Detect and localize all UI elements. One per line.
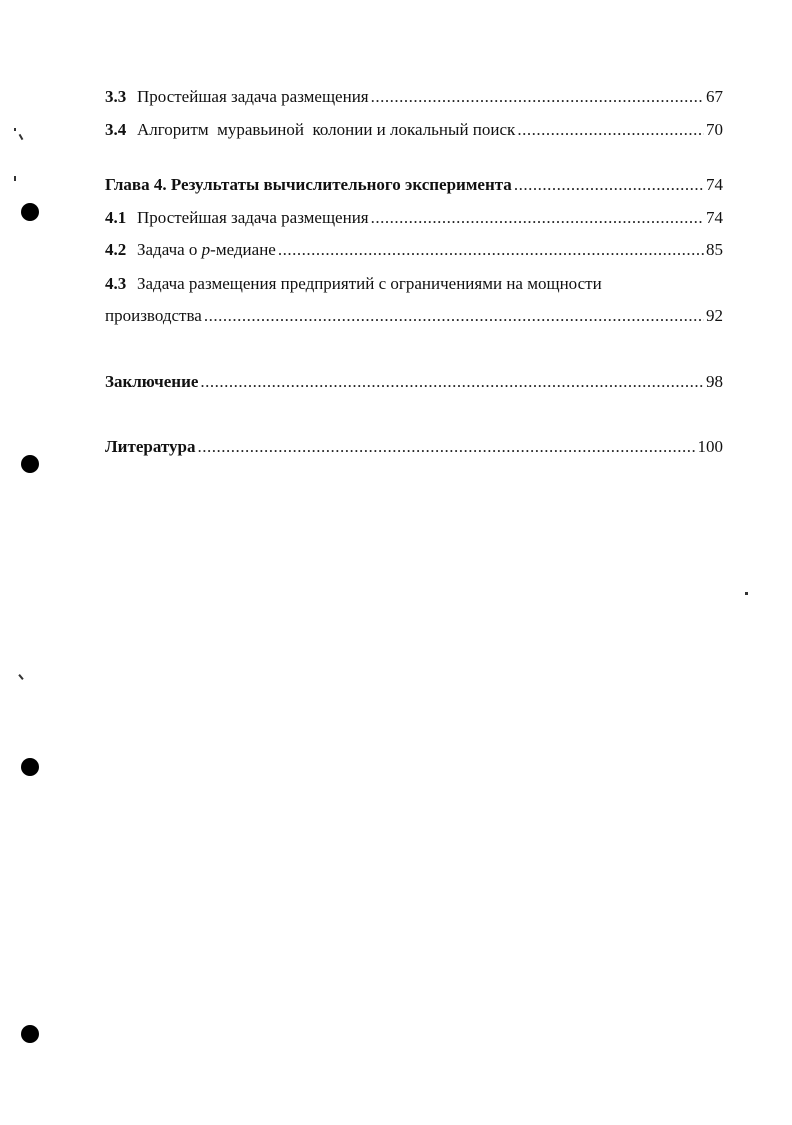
toc-title-part: Задача о [137, 240, 202, 259]
toc-leader-dots [278, 239, 704, 261]
toc-entry-number: 3.3 [105, 87, 127, 106]
toc-chapter-title: Заключение [105, 372, 199, 391]
toc-entry-title: Простейшая задача размещения [137, 208, 369, 227]
toc-entry-page: 70 [706, 120, 723, 139]
punch-hole [21, 1025, 39, 1043]
toc-leader-dots [517, 119, 704, 141]
scan-speck [19, 134, 24, 140]
toc-entry-number: 4.1 [105, 208, 127, 227]
toc-entry-title: Простейшая задача размещения [137, 87, 369, 106]
toc-entry-conclusion [105, 371, 723, 393]
punch-hole [21, 758, 39, 776]
toc-entry-title [137, 239, 276, 261]
toc-entry-page: 74 [706, 175, 723, 194]
toc-leader-dots [514, 174, 704, 196]
toc-entry-title: Задача размещения предприятий с ограничениями на мощности [137, 274, 602, 293]
punch-hole [21, 203, 39, 221]
toc-entry-3-4 [105, 119, 723, 141]
toc-entry-page: 100 [697, 437, 723, 456]
toc-entry-chapter-4 [105, 174, 723, 196]
toc-leader-dots [371, 207, 704, 229]
toc-chapter-title: Глава 4. Результаты вычислительного эксперимента [105, 175, 512, 194]
scan-speck [18, 674, 23, 680]
toc-entry-page: 98 [706, 372, 723, 391]
toc-entry-number: 3.4 [105, 120, 127, 139]
toc-entry-references [105, 436, 723, 458]
toc-title-part: -медиане [210, 240, 276, 259]
toc-entry-4-3-second-line [105, 305, 723, 327]
toc-chapter-title: Литература [105, 437, 196, 456]
toc-entry-title-continued: производства [105, 306, 202, 325]
toc-entry-number: 4.3 [105, 274, 127, 293]
toc-title-italic: p [201, 240, 211, 259]
scan-speck [14, 176, 16, 181]
toc-entry-page: 85 [706, 240, 723, 259]
toc-entry-3-3 [105, 86, 723, 108]
toc-entry-page: 74 [706, 208, 723, 227]
toc-leader-dots [371, 86, 704, 108]
toc-entry-4-3-first-line [105, 273, 602, 295]
toc-leader-dots [200, 371, 704, 393]
toc-entry-4-2 [105, 239, 723, 261]
toc-leader-dots [197, 436, 695, 458]
punch-hole [21, 455, 39, 473]
toc-entry-4-1 [105, 207, 723, 229]
toc-entry-title: Алгоритм муравьиной колонии и локальный поиск [137, 120, 516, 139]
toc-entry-page: 92 [706, 306, 723, 325]
scan-speck [745, 592, 748, 595]
scan-speck [14, 128, 16, 131]
toc-leader-dots [204, 305, 704, 327]
toc-entry-number: 4.2 [105, 240, 127, 259]
toc-entry-page: 67 [706, 87, 723, 106]
